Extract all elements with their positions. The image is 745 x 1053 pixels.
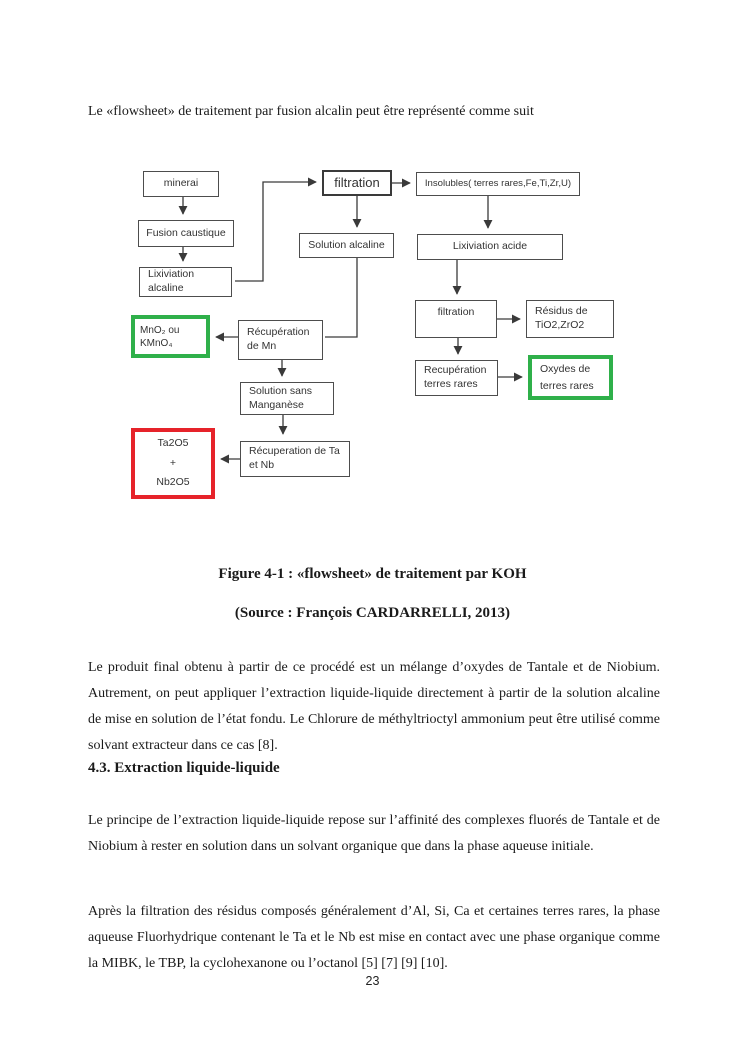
- flow-node-label: MnO₂ ou KMnO₄: [140, 324, 180, 349]
- flow-node-minerai: [143, 171, 219, 197]
- flow-node-label: Récupération de Mn: [247, 326, 310, 352]
- body-paragraph-2: Le principe de l’extraction liquide-liquide repose sur l’affinité des complexes fluorés de Tantale et de Niobium à rester en solution dans un solvant organique que dans la phase aqueuse initiale.: [88, 813, 660, 854]
- flow-node-label-line1: Ta2O5: [157, 437, 189, 449]
- intro-text: Le «flowsheet» de traitement par fusion alcalin peut être représenté comme suit: [88, 104, 534, 119]
- page-number: 23: [365, 974, 380, 988]
- flow-node-label: filtration: [334, 174, 380, 190]
- figure-source: (Source : François CARDARRELLI, 2013): [234, 605, 511, 621]
- flow-node-label: Lixiviation acide: [452, 240, 528, 253]
- flow-node-filtration-top: [322, 170, 392, 196]
- flow-node-label-line3: Nb2O5: [156, 476, 190, 489]
- flow-node-label: Recupération terres rares: [424, 364, 487, 390]
- flow-node-oxydes-terres-rares-highlighted: [528, 355, 613, 400]
- section-heading: 4.3. Extraction liquide-liquide: [88, 760, 280, 776]
- flow-node-recuperation-mn: [238, 320, 323, 360]
- flow-node-label: Insolubles( terres rares,Fe,Ti,Zr,U): [424, 177, 572, 189]
- flow-node-label: Lixiviation alcaline: [148, 268, 195, 294]
- flow-node-lixiviation-acide: [417, 234, 563, 260]
- flow-node-label: Solution alcaline: [308, 238, 385, 251]
- flow-node-filtration-2: [415, 300, 497, 338]
- flow-node-mno2-kmno4-highlighted: [131, 315, 210, 358]
- flow-node-label-line2: +: [169, 456, 177, 469]
- body-paragraph-3: Après la filtration des résidus composés généralement d’Al, Si, Ca et certaines terres rares, la phase aqueuse Fluorhydrique contenant le Ta et le Nb est mise en contact avec une phase organique comme la MIBK, le TBP, la cyclohexanone ou l’octanol [5] [7] [9] [10].: [88, 904, 660, 971]
- flow-node-residus-tio2-zro2: [526, 300, 614, 338]
- flow-node-insolubles: [416, 172, 580, 196]
- flow-node-solution-sans-manganese: [240, 382, 334, 415]
- flow-node-fusion-caustique: [138, 220, 234, 247]
- flow-node-solution-alcaline: [299, 233, 394, 258]
- flow-node-label: Résidus de TiO2,ZrO2: [535, 305, 588, 331]
- flow-node-label: Oxydes de terres rares: [540, 363, 594, 392]
- flow-node-recuperation-ta-nb: [240, 441, 350, 477]
- flow-node-lixiviation-alcaline: [139, 267, 232, 297]
- flow-node-recuperation-terres-rares: [415, 360, 498, 396]
- flow-node-label: filtration: [437, 306, 475, 318]
- flow-node-label: minerai: [163, 177, 199, 190]
- body-paragraph-1: Le produit final obtenu à partir de ce procédé est un mélange d’oxydes de Tantale et de Niobium. Autrement, on peut appliquer l’extraction liquide-liquide directement à partir de la solution alcaline de mise en solution de l’état fondu. Le Chlorure de méthyltrioctyl ammonium peut être utilisé comme solvant extracteur dans ce cas [8].: [88, 660, 660, 753]
- flow-node-label: Fusion caustique: [146, 226, 226, 239]
- flow-node-label: Solution sans Manganèse: [249, 384, 313, 411]
- flow-node-label: Récuperation de Ta et Nb: [249, 445, 340, 471]
- flow-node-ta2o5-nb2o5-highlighted: [131, 428, 215, 499]
- figure-caption: Figure 4-1 : «flowsheet» de traitement par KOH: [218, 566, 527, 582]
